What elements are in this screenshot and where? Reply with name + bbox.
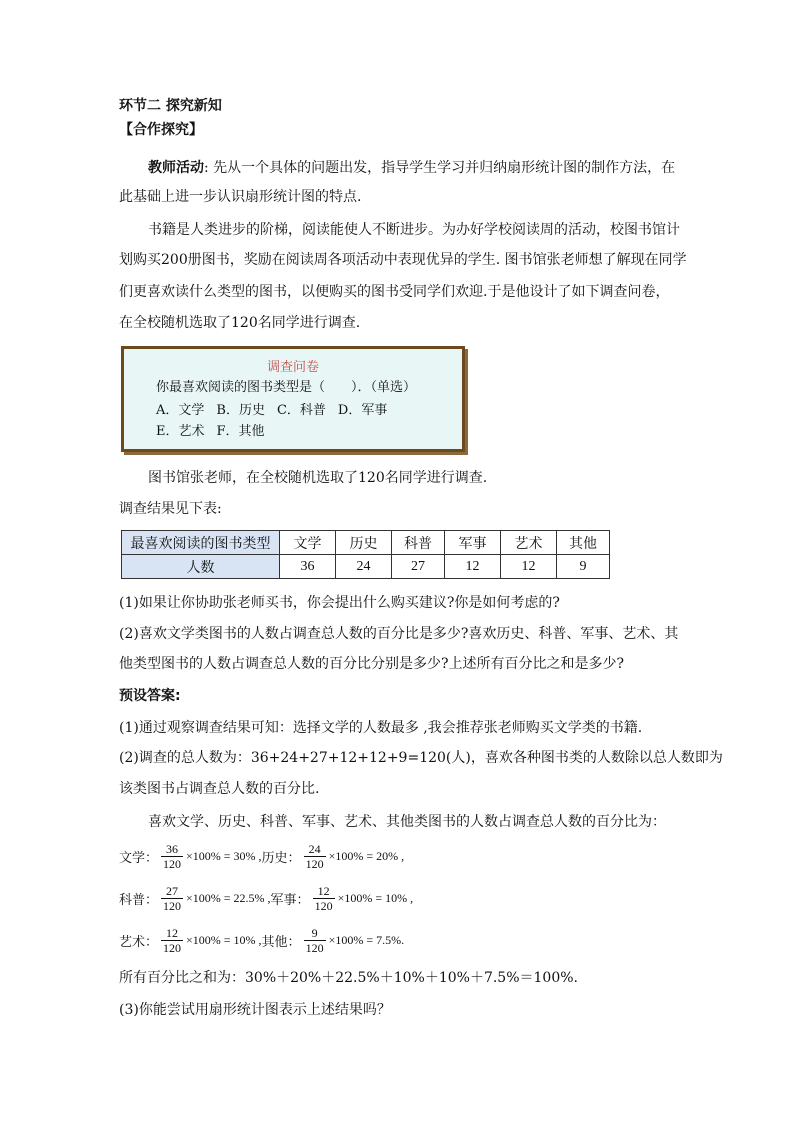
table-category: 军事 bbox=[445, 531, 501, 555]
fraction-denominator: 120 bbox=[305, 941, 324, 955]
question-2-line-1: (2)喜欢文学类图书的人数占调查总人数的百分比是多少?喜欢历史、科普、军事、艺术、其 bbox=[119, 626, 679, 642]
teacher-text-1: : 先从一个具体的问题出发，指导学生学习并归纳扇形统计图的制作方法，在 bbox=[204, 160, 676, 176]
fraction bbox=[304, 842, 326, 871]
table-value: 24 bbox=[336, 555, 392, 579]
fraction-numerator: 12 bbox=[317, 884, 330, 898]
fraction bbox=[304, 926, 326, 955]
survey-option: F．其他 bbox=[216, 424, 265, 439]
teacher-text-2: 此基础上进一步认识扇形统计图的特点. bbox=[119, 189, 362, 205]
question-1: (1)如果让你协助张老师买书，你会提出什么购买建议?你是如何考虑的? bbox=[119, 595, 560, 611]
table-category: 其他 bbox=[557, 531, 610, 555]
fraction-numerator: 36 bbox=[166, 842, 179, 856]
calc-label: 军事： bbox=[270, 893, 310, 908]
survey-options-row-1 bbox=[156, 399, 399, 418]
survey-option: D．军事 bbox=[337, 403, 388, 418]
table-category: 文学 bbox=[280, 531, 336, 555]
fraction-denominator: 120 bbox=[314, 899, 333, 913]
fraction-numerator: 24 bbox=[308, 842, 321, 856]
calc-result: ×100% = 10% , bbox=[186, 933, 262, 947]
fraction-numerator: 9 bbox=[311, 926, 318, 940]
after-survey-text: 图书馆张老师，在全校随机选取了120名同学进行调查. bbox=[148, 470, 488, 486]
paragraph-line-2: 划购买200册图书，奖励在阅读周各项活动中表现优异的学生. 图书馆张老师想了解现在同学 bbox=[119, 252, 687, 268]
survey-results-table bbox=[121, 530, 610, 579]
answer-2-line-2: 该类图书占调查总人数的百分比. bbox=[119, 781, 320, 797]
subsection-title: 【合作探究】 bbox=[119, 122, 203, 138]
question-3: (3)你能尝试用扇形统计图表示上述结果吗？ bbox=[119, 1002, 391, 1018]
teacher-label: 教师活动 bbox=[148, 160, 204, 176]
answer-title: 预设答案: bbox=[119, 688, 181, 704]
table-value: 9 bbox=[557, 555, 610, 579]
calc-result: ×100% = 20% , bbox=[328, 849, 405, 863]
answer-2-line-1: (2)调查的总人数为：36+24+27+12+12+9=120(人)，喜欢各种图书类的人数除以总人数即为 bbox=[119, 750, 723, 766]
table-category: 科普 bbox=[392, 531, 445, 555]
calc-label: 艺术： bbox=[119, 935, 159, 950]
paragraph-line-3: 们更喜欢读什么类型的图书，以便购买的图书受同学们欢迎.于是他设计了如下调查问卷， bbox=[119, 284, 670, 300]
paragraph-line-4: 在全校随机选取了120名同学进行调查. bbox=[119, 315, 361, 331]
calc-label: 科普： bbox=[119, 893, 159, 908]
table-category: 历史 bbox=[336, 531, 392, 555]
table-row-label: 人数 bbox=[122, 555, 280, 579]
paragraph-line-1: 书籍是人类进步的阶梯，阅读能使人不断进步。为办好学校阅读周的活动，校图书馆计 bbox=[148, 222, 680, 238]
fraction bbox=[161, 926, 183, 955]
table-row bbox=[122, 531, 610, 555]
calc-label: 其他： bbox=[261, 935, 301, 950]
calc-row bbox=[119, 884, 413, 913]
calc-result: ×100% = 7.5%. bbox=[328, 933, 405, 947]
calc-label: 历史： bbox=[261, 851, 301, 866]
survey-option: B．历史 bbox=[216, 403, 265, 418]
survey-option: C．科普 bbox=[276, 403, 326, 418]
fraction-numerator: 12 bbox=[166, 926, 179, 940]
result-intro: 调查结果见下表: bbox=[119, 501, 222, 517]
section-title: 环节二 探究新知 bbox=[119, 98, 222, 114]
fraction bbox=[161, 884, 183, 913]
fraction bbox=[313, 884, 335, 913]
table-row bbox=[122, 555, 610, 579]
survey-option: E．艺术 bbox=[156, 424, 205, 439]
table-value: 12 bbox=[445, 555, 501, 579]
table-value: 12 bbox=[501, 555, 557, 579]
calc-label: 文学： bbox=[119, 851, 159, 866]
calc-result: ×100% = 10% , bbox=[337, 891, 414, 905]
teacher-activity-line bbox=[148, 158, 675, 178]
survey-box bbox=[121, 346, 465, 452]
fraction-denominator: 120 bbox=[163, 899, 182, 913]
fraction-denominator: 120 bbox=[305, 857, 324, 871]
calc-result: ×100% = 30% , bbox=[186, 849, 262, 863]
survey-question: 你最喜欢阅读的图书类型是（ ）．（单选） bbox=[156, 380, 417, 395]
table-category: 艺术 bbox=[501, 531, 557, 555]
table-header-label: 最喜欢阅读的图书类型 bbox=[122, 531, 280, 555]
table-value: 27 bbox=[392, 555, 445, 579]
fraction-denominator: 120 bbox=[163, 941, 182, 955]
fraction-denominator: 120 bbox=[163, 857, 182, 871]
table-value: 36 bbox=[280, 555, 336, 579]
answer-1: (1)通过观察调查结果可知：选择文学的人数最多 ,我会推荐张老师购买文学类的书籍. bbox=[119, 720, 643, 736]
answer-2-line-3: 喜欢文学、历史、科普、军事、艺术、其他类图书的人数占调查总人数的百分比为： bbox=[148, 814, 666, 830]
sum-line: 所有百分比之和为：30%＋20%＋22.5%＋10%＋10%＋7.5%＝100%. bbox=[119, 970, 578, 986]
fraction bbox=[161, 842, 183, 871]
fraction-numerator: 27 bbox=[166, 884, 179, 898]
survey-title: 调查问卷 bbox=[266, 360, 319, 375]
calc-row bbox=[119, 842, 404, 871]
survey-options-row-2 bbox=[156, 420, 277, 439]
question-2-line-2: 他类型图书的人数占调查总人数的百分比分别是多少?上述所有百分比之和是多少? bbox=[119, 656, 625, 672]
calc-row bbox=[119, 926, 404, 955]
calc-result: ×100% = 22.5% , bbox=[186, 891, 271, 905]
survey-option: A．文学 bbox=[156, 403, 205, 418]
